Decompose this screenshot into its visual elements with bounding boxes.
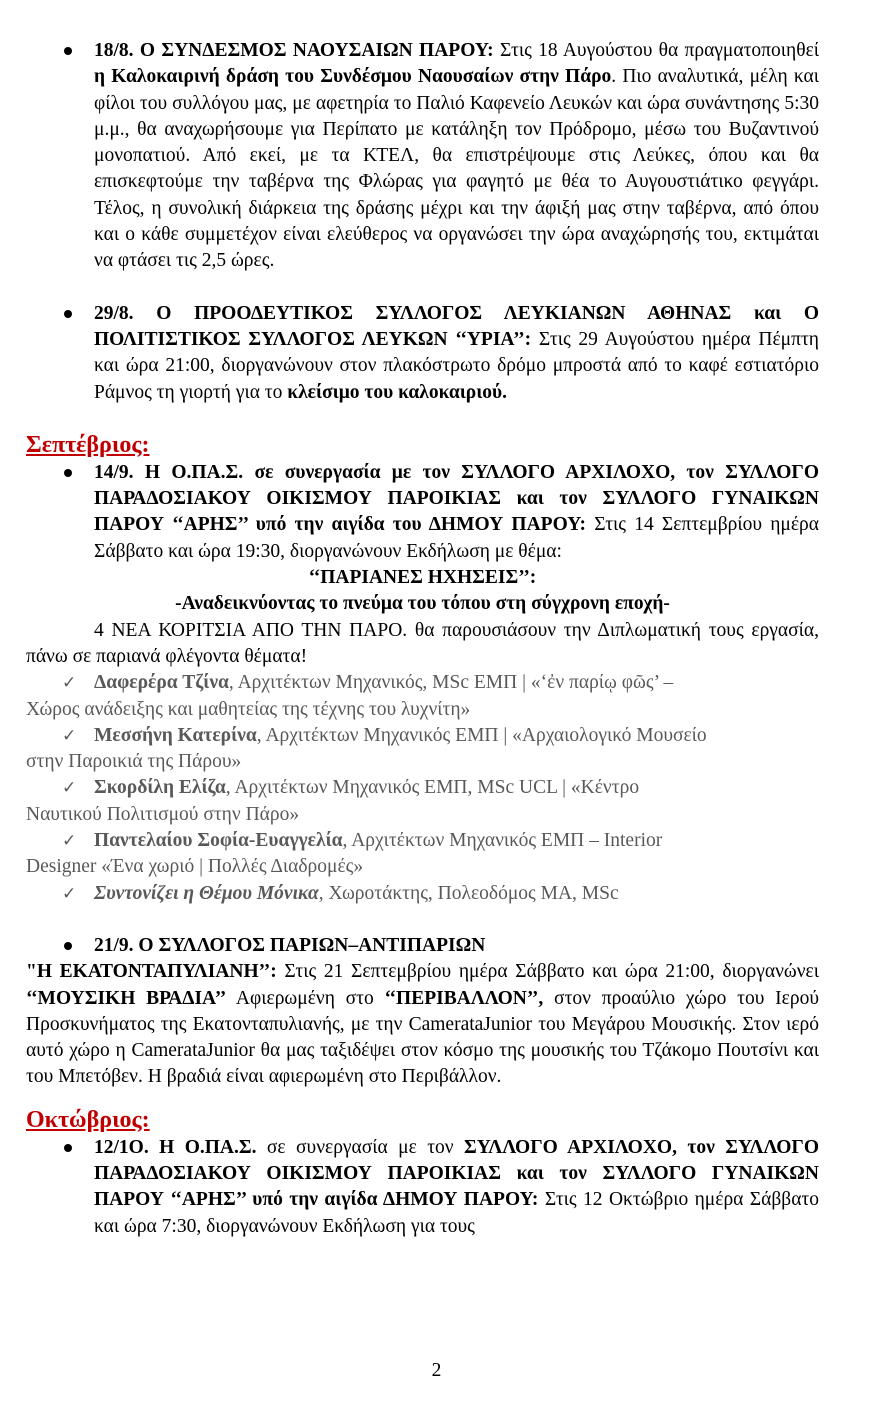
speaker-name: Δαφερέρα Τζίνα bbox=[94, 672, 229, 694]
spacer bbox=[26, 907, 819, 933]
speaker-detail-line: Χώρος ανάδειξης και μαθητείας της τέχνης του λυχνίτη» bbox=[26, 698, 471, 720]
event-21-9 bbox=[26, 959, 819, 1090]
event-heading: "Η ΕΚΑΤΟΝΤΑΠΥΛΙΑΝΗ’’: bbox=[26, 961, 277, 983]
event-text: στον προαύλιο χώρο του Ιερού Προσκυνήματος της Εκατονταπυλιανής, με την CamerataJunior του Μεγάρου Μουσικής. Στον ιερό αυτό χώρο η CamerataJunior θα μας ταξιδέψει στον κόσμο της μουσικής του Τζάκομο Πουτσίνι και του Μπετόβεν. Η βραδιά είναι αφιερωμένη στο Περιβάλλον. bbox=[26, 987, 819, 1088]
document-page bbox=[26, 38, 819, 1240]
event-18-8 bbox=[26, 38, 819, 275]
event-29-8 bbox=[26, 301, 819, 406]
event-intro: 4 ΝΕΑ ΚΟΡΙΤΣΙΑ ΑΠΟ ΤΗΝ ΠΑΡΟ. θα παρουσιάσουν την Διπλωματική τους εργασία, πάνω σε παριανά φλέγοντα θέματα! bbox=[26, 619, 819, 667]
event-title-text: ‘‘ΠΑΡΙΑΝΕΣ ΗΧΗΣΕΙΣ’’: bbox=[308, 567, 537, 589]
event-text: Στις 14 Σεπτεμβρίου ημέρα Σάββατο και ώρα 19:30, διοργανώνουν Εκδήλωση με θέμα: bbox=[94, 514, 819, 562]
check-icon: ✓ bbox=[62, 831, 77, 852]
check-icon: ✓ bbox=[62, 673, 77, 694]
month-heading-september: Σεπτέβριος: bbox=[26, 431, 150, 458]
speaker-item bbox=[26, 775, 819, 801]
speaker-item bbox=[26, 881, 819, 907]
check-icon: ✓ bbox=[62, 778, 77, 799]
event-highlight: κλείσιμο του καλοκαιριού. bbox=[287, 381, 508, 403]
spacer bbox=[26, 406, 819, 430]
event-subtitle-text: -Αναδεικνύοντας το πνεύμα του τόπου στη σύγχρονη εποχή- bbox=[175, 593, 670, 615]
event-title bbox=[26, 565, 819, 591]
event-text: Στις 12 Οκτώβριο ημέρα Σάββατο και ώρα 7:30, διοργανώνουν Εκδήλωση για τους bbox=[94, 1189, 820, 1237]
event-text: Αφιερωμένη στο bbox=[226, 987, 385, 1009]
speaker-item bbox=[26, 670, 819, 696]
speaker-detail-line: Ναυτικού Πολιτισμού στην Πάρο» bbox=[26, 803, 300, 825]
check-icon: ✓ bbox=[62, 725, 77, 746]
speaker-name: Σκορδίλη Ελίζα bbox=[94, 777, 226, 799]
event-text: Στις 29 Αυγούστου ημέρα Πέμπτη και ώρα 21:00, διοργανώνουν στον πλακόστρωτο δρόμο μπροστά από το καφέ εστιατόριο Ράμνος τη γιορτή για το bbox=[94, 328, 819, 403]
event-text: . Πιο αναλυτικά, μέλη και φίλοι του συλλόγου μας, με αφετηρία το Παλιό Καφενείο Λευκών και ώρα συνάντησης 5:30 μ.μ., θα αναχωρήσουμε για Περίπατο με κατάληξη τον Πρόδρομο, μέσω του Βυζαντινού μονοπατιού. Από εκεί, με τα ΚΤΕΛ, θα επιστρέψουμε στις Λεύκες, όπου και θα επισκεφτούμε την ταβέρνα της Φλώρας για φαγητό με θέα το Αυγουστιάτικο φεγγάρι. Τέλος, η συνολική διάρκεια της δράσης μέχρι και την άφιξή μας στην ταβέρνα, από όπου και ο κάθε συμμετέχον είναι ελεύθερος να οργανώσει την ώρα αναχώρησής του, εκτιμάται να φτάσει τις 2,5 ώρες. bbox=[94, 66, 819, 272]
event-heading: 29/8. Ο ΠΡΟΟΔΕΥΤΙΚΟΣ ΣΥΛΛΟΓΟΣ ΛΕΥΚΙΑΝΩΝ ΑΘΗΝΑΣ και Ο ΠΟΛΙΤΙΣΤΙΚΟΣ ΣΥΛΛΟΓΟΣ ΛΕΥΚΩΝ ‘‘ΥΡΙΑ’’: bbox=[94, 302, 819, 350]
event-text: Στις 21 Σεπτεμβρίου ημέρα Σάββατο και ώρα 21:00, διοργανώνει bbox=[276, 961, 819, 983]
event-heading: 12/1Ο. Η Ο.ΠΑ.Σ. bbox=[94, 1136, 257, 1158]
speaker-detail: , Αρχιτέκτων Μηχανικός, MSc ΕΜΠ | «‘ἐν παρίῳ φῶς’ – bbox=[228, 672, 674, 694]
check-icon: ✓ bbox=[62, 883, 77, 904]
event-heading: 21/9. Ο ΣΥΛΛΟΓΟΣ ΠΑΡΙΩΝ–ΑΝΤΙΠΑΡΙΩΝ bbox=[94, 934, 486, 956]
event-heading: 14/9. Η Ο.ΠΑ.Σ. σε συνεργασία με τον ΣΥΛΛΟΓΟ ΑΡΧΙΛΟΧΟ, τον ΣΥΛΛΟΓΟ ΠΑΡΑΔΟΣΙΑΚΟΥ ΟΙΚΙΣΜΟΥ ΠΑΡΟΙΚΙΑΣ και τον ΣΥΛΛΟΓΟ ΓΥΝΑΙΚΩΝ ΠΑΡΟΥ ‘‘ΑΡΗΣ’’ υπό την αιγίδα του ΔΗΜΟΥ ΠΑΡΟΥ: bbox=[94, 461, 819, 536]
event-text: σε συνεργασία με τον bbox=[256, 1136, 465, 1158]
speaker-detail: , Χωροτάκτης, Πολεοδόμος ΜΑ, MSc bbox=[318, 882, 619, 904]
event-21-9-heading bbox=[26, 933, 819, 959]
speaker-name: Μεσσήνη Κατερίνα bbox=[94, 724, 257, 746]
event-highlight: η Καλοκαιρινή δράση του Συνδέσμου Ναουσαίων στην Πάρο bbox=[94, 66, 612, 88]
bullet-icon bbox=[64, 310, 72, 318]
bullet-icon bbox=[64, 942, 72, 950]
speaker-detail: , Αρχιτέκτων Μηχανικός ΕΜΠ – Interior bbox=[342, 830, 663, 852]
speaker-item bbox=[26, 723, 819, 749]
event-14-9 bbox=[26, 460, 819, 565]
speaker-name: Παντελαίου Σοφία-Ευαγγελία bbox=[94, 830, 343, 852]
month-heading-october: Οκτώβριος: bbox=[26, 1106, 150, 1133]
bullet-icon bbox=[64, 1144, 72, 1152]
speaker-detail-line: Designer «Ένα χωριό | Πολλές Διαδρομές» bbox=[26, 856, 364, 878]
speaker-detail-line: στην Παροικιά της Πάρου» bbox=[26, 751, 242, 773]
bullet-icon bbox=[64, 47, 72, 55]
speaker-detail: , Αρχιτέκτων Μηχανικός ΕΜΠ | «Αρχαιολογικό Μουσείο bbox=[256, 724, 707, 746]
speaker-name: Συντονίζει η Θέμου Μόνικα bbox=[94, 882, 319, 904]
event-heading: ΣΥΛΛΟΓΟ ΑΡΧΙΛΟΧΟ, τον ΣΥΛΛΟΓΟ ΠΑΡΑΔΟΣΙΑΚΟΥ ΟΙΚΙΣΜΟΥ ΠΑΡΟΙΚΙΑΣ και τον ΣΥΛΛΟΓΟ ΓΥΝΑΙΚΩΝ ΠΑΡΟΥ ‘‘ΑΡΗΣ’’ υπό την αιγίδα ΔΗΜΟΥ ΠΑΡΟΥ: bbox=[94, 1136, 819, 1211]
event-text: Στις 18 Αυγούστου θα πραγματοποιηθεί bbox=[493, 40, 819, 61]
event-highlight: ‘‘ΜΟΥΣΙΚΗ ΒΡΑΔΙΑ’’ bbox=[26, 987, 227, 1009]
event-heading: 18/8. Ο ΣΥΝΔΕΣΜΟΣ ΝΑΟΥΣΑΙΩΝ ΠΑΡΟΥ: bbox=[94, 40, 494, 61]
event-12-10 bbox=[26, 1135, 819, 1240]
spacer bbox=[26, 275, 819, 301]
bullet-icon bbox=[64, 469, 72, 477]
speaker-item bbox=[26, 828, 819, 854]
spacer bbox=[26, 1091, 819, 1105]
page-number: 2 bbox=[431, 1360, 442, 1381]
speaker-detail: , Αρχιτέκτων Μηχανικός ΕΜΠ, MSc UCL | «Κέντρο bbox=[225, 777, 640, 799]
event-highlight: ‘‘ΠΕΡΙΒΑΛΛΟΝ’’, bbox=[384, 987, 544, 1009]
event-subtitle bbox=[26, 591, 819, 617]
